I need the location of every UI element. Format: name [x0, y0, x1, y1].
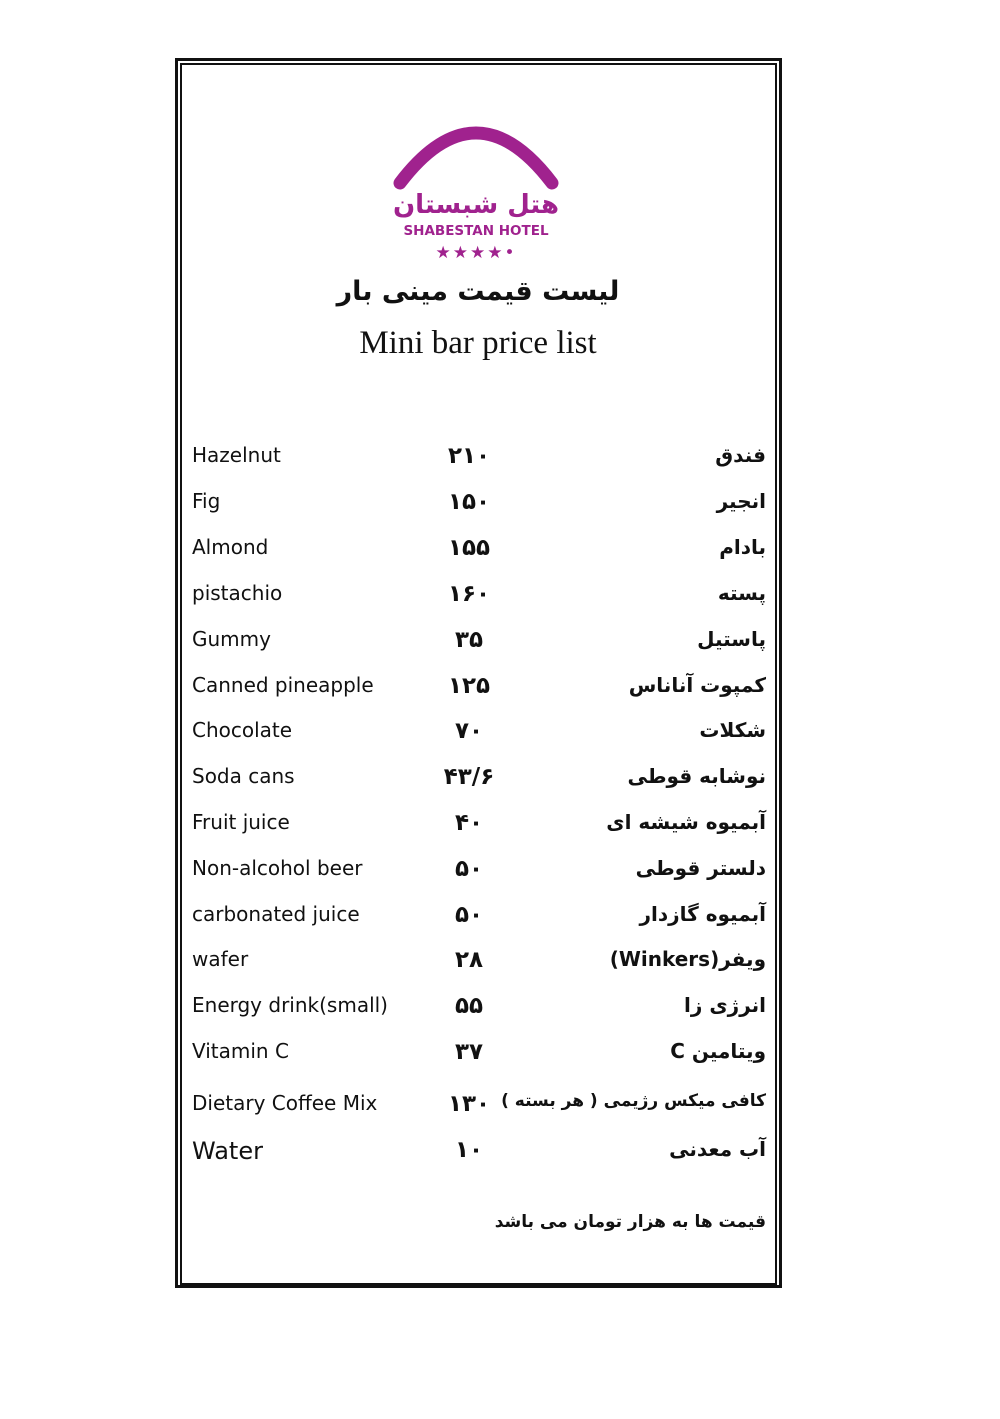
price-row: [192, 810, 766, 850]
item-name-en: Energy drink(small): [192, 993, 388, 1017]
item-price: ۵۰: [454, 902, 484, 928]
item-name-en: Hazelnut: [192, 443, 281, 467]
price-row: [192, 718, 766, 758]
price-row: [192, 673, 766, 713]
item-name-fa: آبمیوه شیشه ای: [606, 810, 766, 834]
item-price: ۱۲۵: [447, 673, 491, 699]
item-name-en: Water: [192, 1137, 263, 1165]
item-name-en: wafer: [192, 947, 249, 971]
price-row: [192, 1039, 766, 1079]
price-row: [192, 764, 766, 804]
item-name-en: pistachio: [192, 581, 283, 605]
item-price: ۵۵: [454, 993, 484, 1019]
item-name-fa: پاستیل: [697, 627, 766, 651]
price-row: [192, 489, 766, 529]
logo-stars: ★★★★•: [435, 243, 517, 263]
item-price: ۱۶۰: [447, 581, 491, 607]
item-price: ۲۸: [454, 947, 484, 973]
price-row: [192, 627, 766, 667]
item-name-fa: دلستر قوطی: [635, 856, 766, 880]
item-name-en: Almond: [192, 535, 269, 559]
item-name-en: carbonated juice: [192, 902, 360, 926]
item-name-en: Canned pineapple: [192, 673, 374, 697]
item-name-fa: ویفر(Winkers): [609, 947, 766, 971]
price-row: [192, 535, 766, 575]
logo-name-fa: هتل شبستان: [392, 190, 560, 220]
item-name-fa: ویتامین C: [670, 1039, 766, 1063]
price-row: [192, 902, 766, 942]
item-price: ۲۱۰: [447, 443, 491, 469]
item-name-en: Vitamin C: [192, 1039, 289, 1063]
item-price: ۱۵۰: [447, 489, 491, 515]
item-price: ۳۷: [454, 1039, 484, 1065]
price-row: [192, 856, 766, 896]
price-row: [192, 1091, 766, 1131]
item-name-fa: کافی میکس رژیمی ( هر بسته ): [501, 1091, 766, 1111]
item-price: ۱۳۰: [447, 1091, 491, 1117]
item-name-en: Chocolate: [192, 718, 293, 742]
item-price: ۳۵: [454, 627, 484, 653]
item-name-fa: فندق: [715, 443, 766, 467]
item-price: ۴۳/۶: [443, 764, 495, 790]
item-name-fa: کمپوت آناناس: [628, 673, 766, 697]
item-price: ۷۰: [454, 718, 484, 744]
price-row: [192, 993, 766, 1033]
item-name-fa: انرژی زا: [684, 993, 766, 1017]
item-name-fa: شکلات: [699, 718, 766, 742]
price-row: [192, 947, 766, 987]
item-name-en: Fig: [192, 489, 221, 513]
price-row: [192, 443, 766, 483]
item-name-en: Non-alcohol beer: [192, 856, 363, 880]
item-price: ۱۵۵: [447, 535, 491, 561]
title-persian: لیست قیمت مینی بار: [336, 276, 620, 307]
hotel-logo: [392, 103, 560, 268]
price-unit-note: قیمت ها به هزار تومان می باشد: [494, 1212, 766, 1232]
logo-name-en: SHABESTAN HOTEL: [403, 223, 549, 239]
item-name-fa: بادام: [719, 535, 766, 559]
item-name-en: Soda cans: [192, 764, 295, 788]
price-row: [192, 1137, 766, 1177]
item-price: ۵۰: [454, 856, 484, 882]
item-name-en: Fruit juice: [192, 810, 290, 834]
item-name-en: Gummy: [192, 627, 271, 651]
item-name-en: Dietary Coffee Mix: [192, 1091, 378, 1115]
item-price: ۱۰: [454, 1137, 484, 1163]
item-name-fa: انجیر: [716, 489, 766, 513]
item-name-fa: آب معدنی: [669, 1137, 766, 1161]
item-name-fa: پسته: [717, 581, 766, 605]
item-name-fa: نوشابه قوطی: [627, 764, 766, 788]
item-price: ۴۰: [454, 810, 484, 836]
item-name-fa: آبمیوه گازدار: [639, 902, 766, 926]
price-row: [192, 581, 766, 621]
title-english: Mini bar price list: [359, 325, 597, 361]
